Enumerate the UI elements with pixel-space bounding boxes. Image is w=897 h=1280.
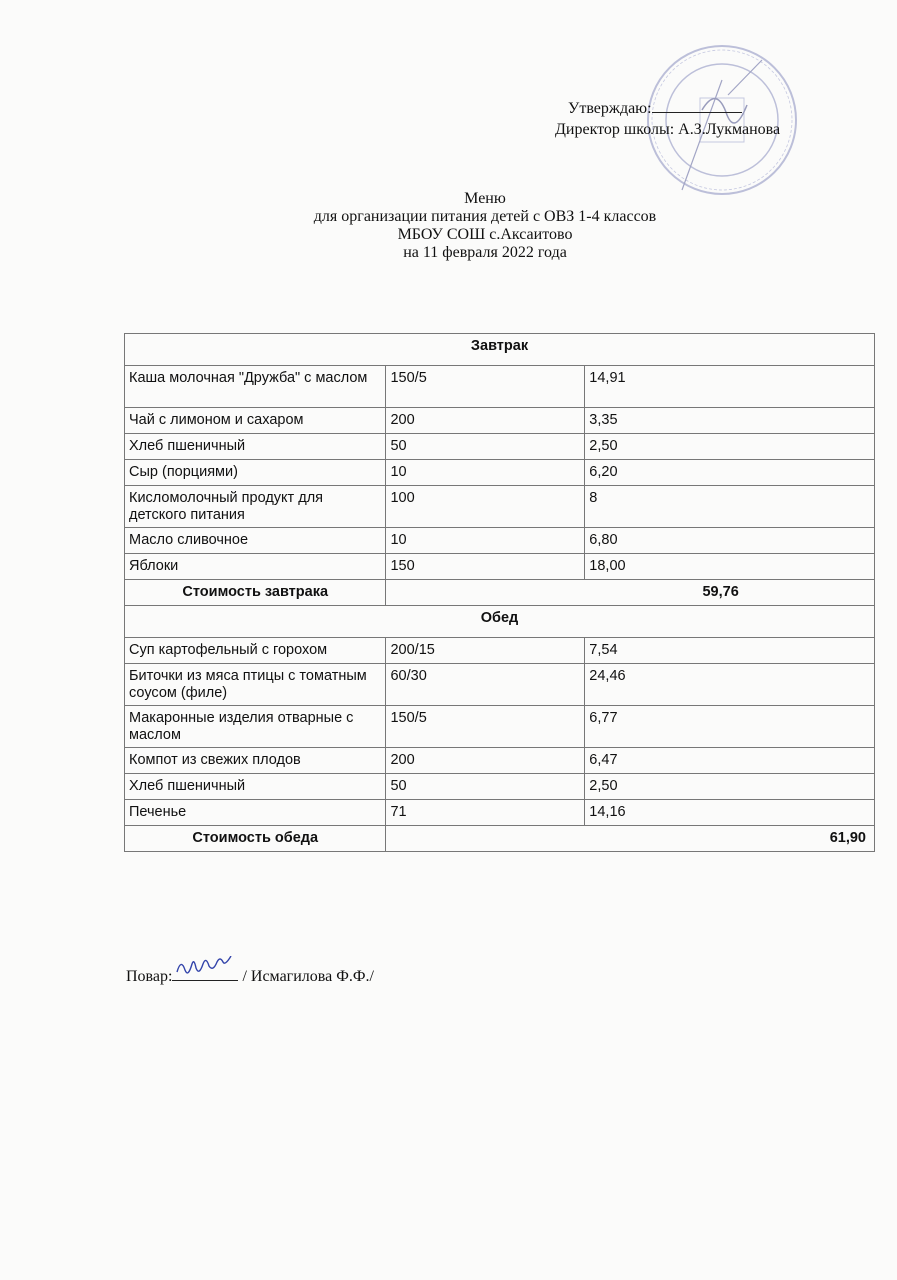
dish-portion: 200 xyxy=(386,408,585,434)
table-row xyxy=(125,528,875,554)
total-label: Стоимость обеда xyxy=(125,826,386,852)
section-row-lunch xyxy=(125,606,875,638)
document-header xyxy=(0,190,897,262)
table-row xyxy=(125,706,875,748)
dish-name: Каша молочная "Дружба" с маслом xyxy=(125,366,386,408)
dish-price: 7,54 xyxy=(585,638,875,664)
header-date: на 11 февраля 2022 года xyxy=(403,244,567,261)
dish-portion: 60/30 xyxy=(386,664,585,706)
dish-name: Макаронные изделия отварные с маслом xyxy=(125,706,386,748)
table-row xyxy=(125,664,875,706)
total-row-breakfast xyxy=(125,580,875,606)
table-row xyxy=(125,638,875,664)
dish-price: 3,35 xyxy=(585,408,875,434)
header-purpose: для организации питания детей с ОВЗ 1-4 классов xyxy=(313,208,657,225)
total-row-lunch xyxy=(125,826,875,852)
approval-label: Утверждаю: xyxy=(568,100,652,117)
approval-signature-line xyxy=(652,98,742,113)
dish-portion: 150 xyxy=(386,554,585,580)
dish-price: 2,50 xyxy=(585,434,875,460)
total-label: Стоимость завтрака xyxy=(125,580,386,606)
table-row xyxy=(125,748,875,774)
dish-portion: 150/5 xyxy=(386,706,585,748)
dish-price: 6,77 xyxy=(585,706,875,748)
dish-name: Хлеб пшеничный xyxy=(125,774,386,800)
table-row xyxy=(125,554,875,580)
section-row-breakfast xyxy=(125,334,875,366)
dish-portion: 10 xyxy=(386,460,585,486)
dish-name: Яблоки xyxy=(125,554,386,580)
header-school: МБОУ СОШ с.Аксаитово xyxy=(397,226,573,243)
dish-portion: 71 xyxy=(386,800,585,826)
header-title: Меню xyxy=(464,190,506,207)
dish-portion: 150/5 xyxy=(386,366,585,408)
total-value: 59,76 xyxy=(386,580,875,606)
dish-name: Кисломолочный продукт для детского питания xyxy=(125,486,386,528)
total-value: 61,90 xyxy=(386,826,875,852)
dish-portion: 10 xyxy=(386,528,585,554)
section-title-breakfast: Завтрак xyxy=(125,334,875,366)
dish-price: 14,16 xyxy=(585,800,875,826)
table-row xyxy=(125,408,875,434)
dish-price: 6,20 xyxy=(585,460,875,486)
dish-price: 6,80 xyxy=(585,528,875,554)
dish-name: Сыр (порциями) xyxy=(125,460,386,486)
cook-signature-block xyxy=(126,964,374,986)
table-row xyxy=(125,460,875,486)
cook-name: / Исмагилова Ф.Ф./ xyxy=(242,968,374,985)
dish-name: Чай с лимоном и сахаром xyxy=(125,408,386,434)
dish-name: Компот из свежих плодов xyxy=(125,748,386,774)
table-row xyxy=(125,800,875,826)
dish-price: 18,00 xyxy=(585,554,875,580)
director-line: Директор школы: А.З.Лукманова xyxy=(555,121,781,138)
table-row xyxy=(125,774,875,800)
section-title-lunch: Обед xyxy=(125,606,875,638)
dish-price: 6,47 xyxy=(585,748,875,774)
dish-price: 24,46 xyxy=(585,664,875,706)
handwritten-signature-icon xyxy=(174,956,236,978)
table-row xyxy=(125,486,875,528)
dish-portion: 100 xyxy=(386,486,585,528)
dish-name: Суп картофельный с горохом xyxy=(125,638,386,664)
dish-portion: 50 xyxy=(386,774,585,800)
dish-name: Хлеб пшеничный xyxy=(125,434,386,460)
dish-portion: 50 xyxy=(386,434,585,460)
approval-block xyxy=(555,98,855,140)
dish-name: Масло сливочное xyxy=(125,528,386,554)
table-row xyxy=(125,366,875,408)
table-row xyxy=(125,434,875,460)
dish-price: 2,50 xyxy=(585,774,875,800)
dish-name: Печенье xyxy=(125,800,386,826)
menu-table xyxy=(124,333,875,852)
cook-label: Повар: xyxy=(126,968,173,985)
dish-portion: 200/15 xyxy=(386,638,585,664)
dish-name: Биточки из мяса птицы с томатным соусом (филе) xyxy=(125,664,386,706)
dish-portion: 200 xyxy=(386,748,585,774)
dish-price: 8 xyxy=(585,486,875,528)
cook-signature xyxy=(172,964,238,981)
dish-price: 14,91 xyxy=(585,366,875,408)
